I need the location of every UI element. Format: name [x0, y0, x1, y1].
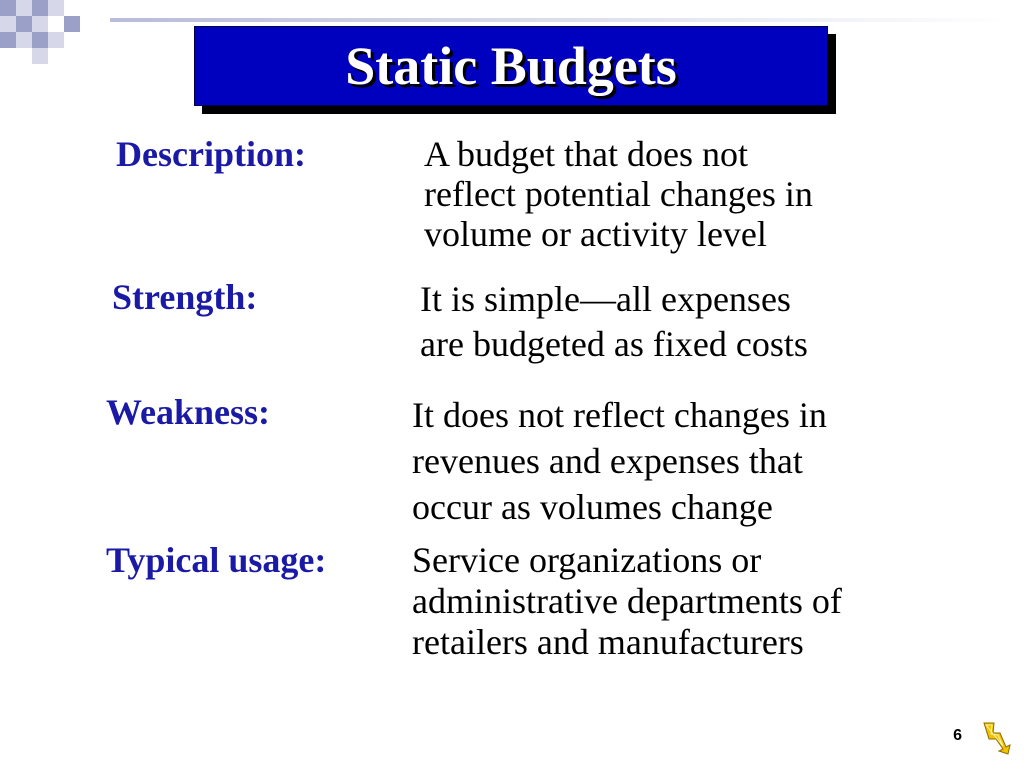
value-line: are budgeted as fixed costs: [420, 324, 808, 364]
value-line: It is simple—all expenses: [420, 279, 791, 319]
slide-title: Static Budgets: [345, 36, 677, 96]
value-line: It does not reflect changes in: [412, 395, 827, 435]
row-label-strength: Strength:: [112, 277, 258, 317]
row-value-typical-usage: [412, 540, 842, 663]
lightning-bolt-icon: [980, 721, 1012, 755]
row-label-description: Description:: [116, 134, 306, 174]
title-divider-line: [110, 18, 1010, 22]
row-value-strength: [420, 277, 808, 367]
value-line: retailers and manufacturers: [412, 622, 804, 662]
row-value-weakness: [412, 392, 827, 530]
page-number: 6: [953, 727, 962, 744]
value-line: volume or activity level: [424, 214, 767, 254]
row-label-typical-usage: Typical usage:: [106, 540, 327, 580]
row-value-description: [424, 134, 813, 254]
row-label-weakness: Weakness:: [106, 392, 271, 432]
value-line: occur as volumes change: [412, 487, 773, 527]
value-line: revenues and expenses that: [412, 441, 803, 481]
value-line: Service organizations or: [412, 540, 762, 580]
value-line: reflect potential changes in: [424, 174, 813, 214]
value-line: administrative departments of: [412, 581, 842, 621]
value-line: A budget that does not: [424, 134, 748, 174]
title-box: [194, 26, 828, 106]
